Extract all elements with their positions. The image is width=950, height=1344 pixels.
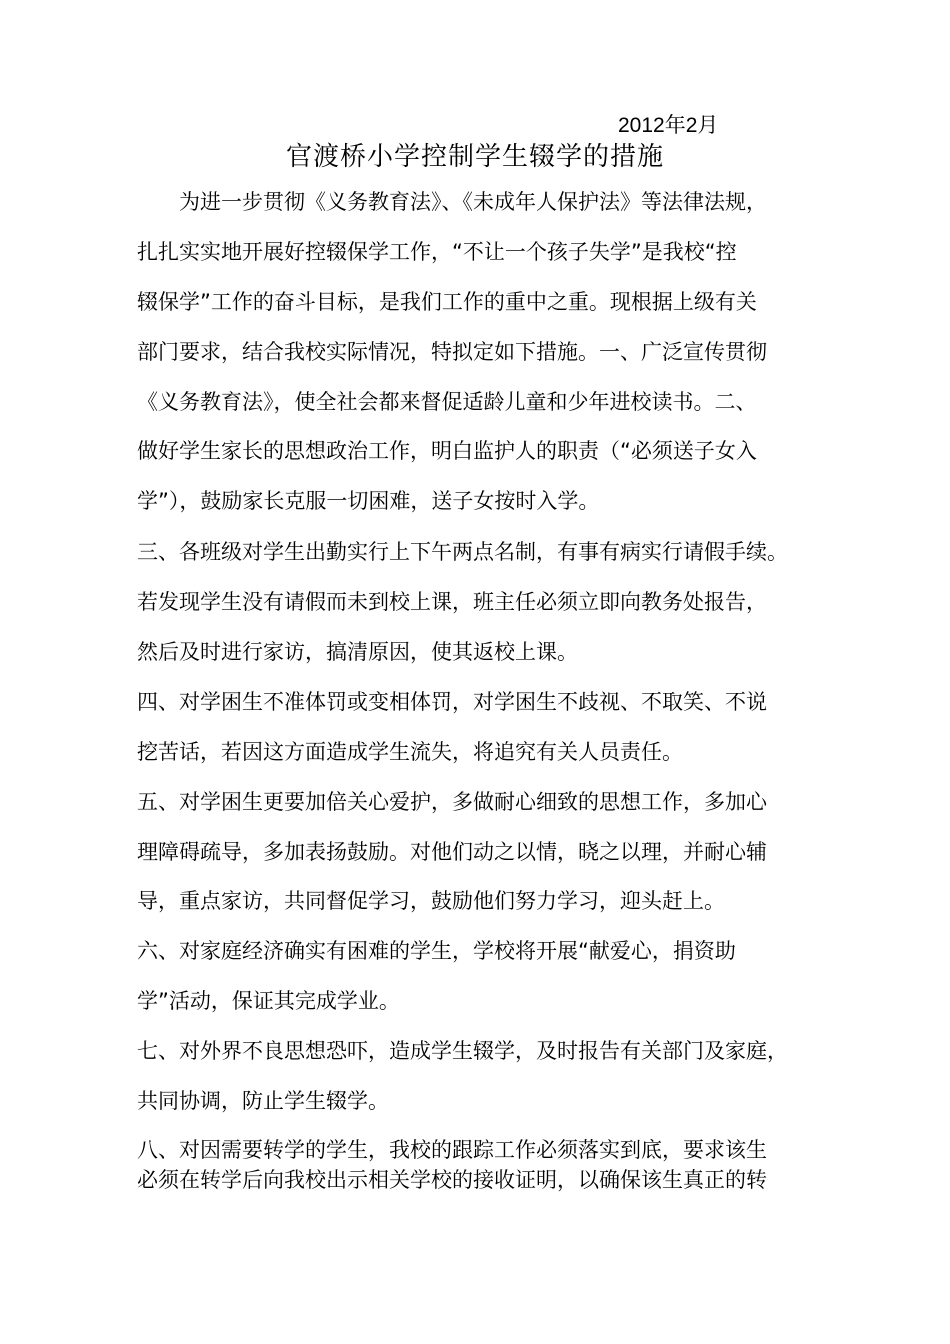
body-line: 《义务教育法》，使全社会都来督促适龄儿童和少年进校读书。二、 [137,390,757,414]
body-line: 五、对学困生更要加倍关心爱护，多做耐心细致的思想工作，多加心 [137,790,767,814]
body-line: 四、对学困生不准体罚或变相体罚，对学困生不歧视、不取笑、不说 [137,690,767,714]
body-line: 必须在转学后向我校出示相关学校的接收证明，以确保该生真正的转 [137,1168,767,1192]
body-line: 导，重点家访，共同督促学习，鼓励他们努力学习，迎头赶上。 [137,889,725,913]
document-date: 2012年2月 [618,114,719,137]
body-line: 辍保学”工作的奋斗目标，是我们工作的重中之重。现根据上级有关 [137,290,757,314]
body-line: 六、对家庭经济确实有困难的学生，学校将开展“献爱心，捐资助 [137,939,736,963]
body-line: 学”活动，保证其完成学业。 [137,989,400,1013]
body-line: 做好学生家长的思想政治工作，明白监护人的职责（“必须送子女入 [137,439,757,463]
body-line: 若发现学生没有请假而未到校上课，班主任必须立即向教务处报告， [137,590,767,614]
body-line: 共同协调，防止学生辍学。 [137,1089,389,1113]
body-line: 理障碍疏导，多加表扬鼓励。对他们动之以情，晓之以理，并耐心辅 [137,840,767,864]
body-line: 为进一步贯彻《义务教育法》、《未成年人保护法》等法律法规， [179,190,767,214]
body-line: 挖苦话，若因这方面造成学生流失，将追究有关人员责任。 [137,740,683,764]
body-line: 然后及时进行家访，搞清原因，使其返校上课。 [137,640,578,664]
body-line: 学”），鼓励家长克服一切困难，送子女按时入学。 [137,489,600,513]
body-line: 七、对外界不良思想恐吓，造成学生辍学，及时报告有关部门及家庭， [137,1039,788,1063]
body-line: 部门要求，结合我校实际情况，特拟定如下措施。一、广泛宣传贯彻 [137,340,767,364]
document-title: 官渡桥小学控制学生辍学的措施 [285,142,664,172]
body-line: 三、各班级对学生出勤实行上下午两点名制，有事有病实行请假手续。 [137,540,788,564]
body-line: 八、对因需要转学的学生，我校的跟踪工作必须落实到底，要求该生 [137,1138,767,1162]
body-line: 扎扎实实地开展好控辍保学工作，“不让一个孩子失学”是我校“控 [137,240,737,264]
